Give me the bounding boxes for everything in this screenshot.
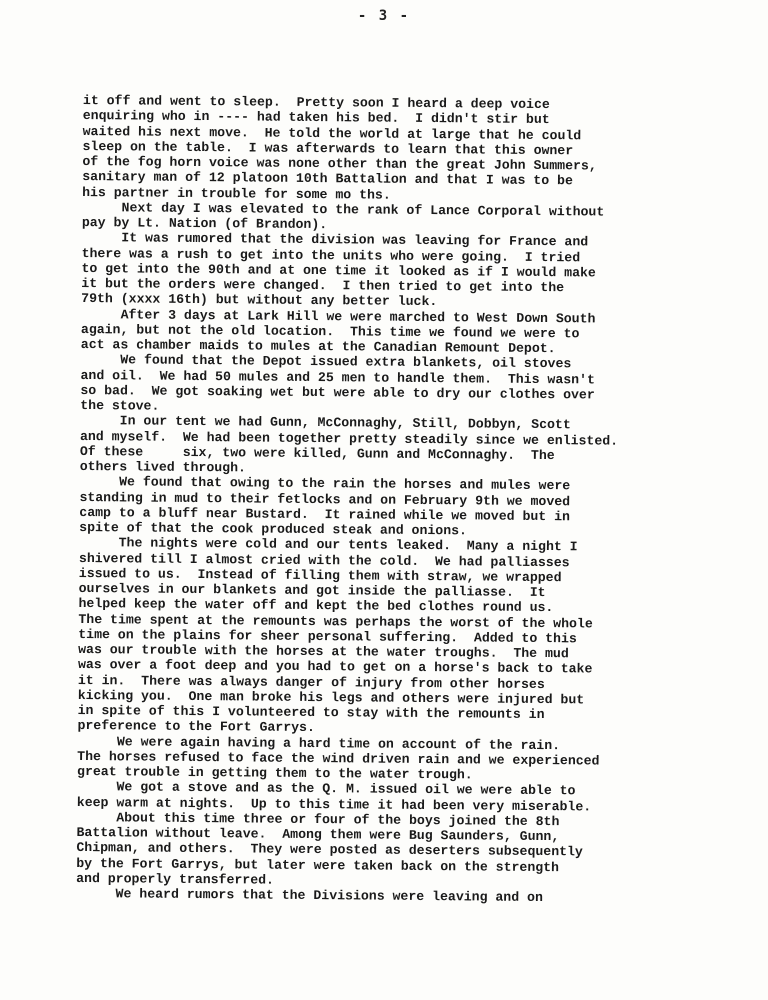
text-line: it in. There was always danger of injury from other horses xyxy=(77,672,545,692)
text-line: act as chamber maids to mules at the Canadian Remount Depot. xyxy=(80,336,556,357)
text-line: sanitary man of 12 platoon 10th Battalion and that I was to be xyxy=(82,169,573,189)
text-line: and myself. We had been together pretty steadily since we enlisted. xyxy=(79,428,619,449)
text-line: After 3 days at Lark Hill we were marched to West Down South xyxy=(81,306,596,326)
text-line: The horses refused to face the wind driven rain and we experienced xyxy=(77,748,600,769)
text-line: by the Fort Garrys, but later were taken back on the strength xyxy=(76,855,560,875)
text-line: there was a rush to get into the units who were going. I tried xyxy=(81,245,581,265)
text-line: was our trouble with the horses at the water troughs. The mud xyxy=(78,641,569,662)
text-line: was over a foot deep and you had to get on a horse's back to take xyxy=(77,657,593,677)
text-line: others lived through. xyxy=(79,458,247,476)
text-line: spite of that the cook produced steak and onions. xyxy=(79,519,468,539)
text-line: We heard rumors that the Divisions were leaving and on xyxy=(75,885,543,906)
text-line: The nights were cold and our tents leaked. Many a night I xyxy=(79,535,578,555)
text-line: camp to a bluff near Bustard. It rained while we moved but in xyxy=(79,504,571,525)
text-line: and oil. We had 50 mules and 25 men to handle them. This wasn't xyxy=(80,367,595,387)
text-line: Next day I was elevated to the rank of Lance Corporal without xyxy=(81,199,605,220)
text-line: pay by Lt. Nation (of Brandon). xyxy=(81,214,328,233)
text-line: again, but not the old location. This time we found we were to xyxy=(80,321,580,342)
text-line: keep warm at nights. Up to this time it had been very miserable. xyxy=(76,794,592,814)
text-line: In our tent we had Gunn, McConnaghy, Still, Dobbyn, Scott xyxy=(80,413,571,433)
text-line: to get into the 90th and at one time it looked as if I would make xyxy=(81,260,596,281)
text-line: We were again having a hard time on account of the rain. xyxy=(77,733,561,753)
text-line: standing in mud to their fetlocks and on February 9th we moved xyxy=(79,489,571,509)
text-line: time on the plains for sheer personal suffering. Added to this xyxy=(78,626,577,647)
text-line: We got a stove and as the Q. M. issued oil we were able to xyxy=(76,779,576,799)
text-line: It was rumored that the division was leaving for France and xyxy=(81,230,589,250)
text-line: The time spent at the remounts was perhaps the worst of the whole xyxy=(78,611,593,631)
text-line: waited his next move. He told the world at large that he could xyxy=(82,123,582,143)
text-line: 79th (xxxx 16th) but without any better luck. xyxy=(81,291,438,310)
text-line: sleep on the table. I was afterwards to learn that this owner xyxy=(82,138,574,159)
text-line: helped keep the water off and kept the bed clothes round us. xyxy=(78,596,554,616)
text-line: kicking you. One man broke his legs and others were injured but xyxy=(77,687,585,708)
page-number: - 3 - xyxy=(357,8,411,24)
text-line: enquiring who in ---- had taken his bed. I didn't stir but xyxy=(82,108,550,128)
text-line: of the fog horn voice was none other than the great John Summers, xyxy=(82,153,597,174)
text-line: so bad. We got soaking wet but were able to dry our clothes over xyxy=(80,382,595,403)
text-line: ourselves in our blankets and got inside the palliasse. It xyxy=(78,580,546,601)
text-line: great trouble in getting them to the water trough. xyxy=(77,763,473,783)
text-line: and properly transferred. xyxy=(76,870,275,888)
text-line: shivered till I almost cried with the cold. We had palliasses xyxy=(78,550,570,570)
text-line: preference to the Fort Garrys. xyxy=(77,718,315,736)
text-line: his partner in trouble for some mo ths. xyxy=(82,184,391,203)
text-line: issued to us. Instead of filling them with straw, we wrapped xyxy=(78,565,562,585)
text-line: in spite of this I volunteered to stay with the remounts in xyxy=(77,702,545,723)
text-line: About this time three or four of the boys joined the 8th xyxy=(76,809,560,829)
text-line: We found that owing to the rain the horses and mules were xyxy=(79,474,571,494)
text-line: Battalion without leave. Among them were Bug Saunders, Gunn, xyxy=(76,824,560,845)
text-line: Of these six, two were killed, Gunn and McConnaghy. The xyxy=(79,443,555,463)
text-line: it off and went to sleep. Pretty soon I heard a deep voice xyxy=(82,93,550,113)
text-line: the stove. xyxy=(80,397,160,414)
text-line: We found that the Depot issued extra blankets, oil stoves xyxy=(80,352,572,372)
text-line: it but the orders were changed. I then tried to get into the xyxy=(81,275,565,296)
text-line: Chipman, and others. They were posted as deserters subsequently xyxy=(76,840,583,860)
typewritten-text-body xyxy=(76,93,733,907)
